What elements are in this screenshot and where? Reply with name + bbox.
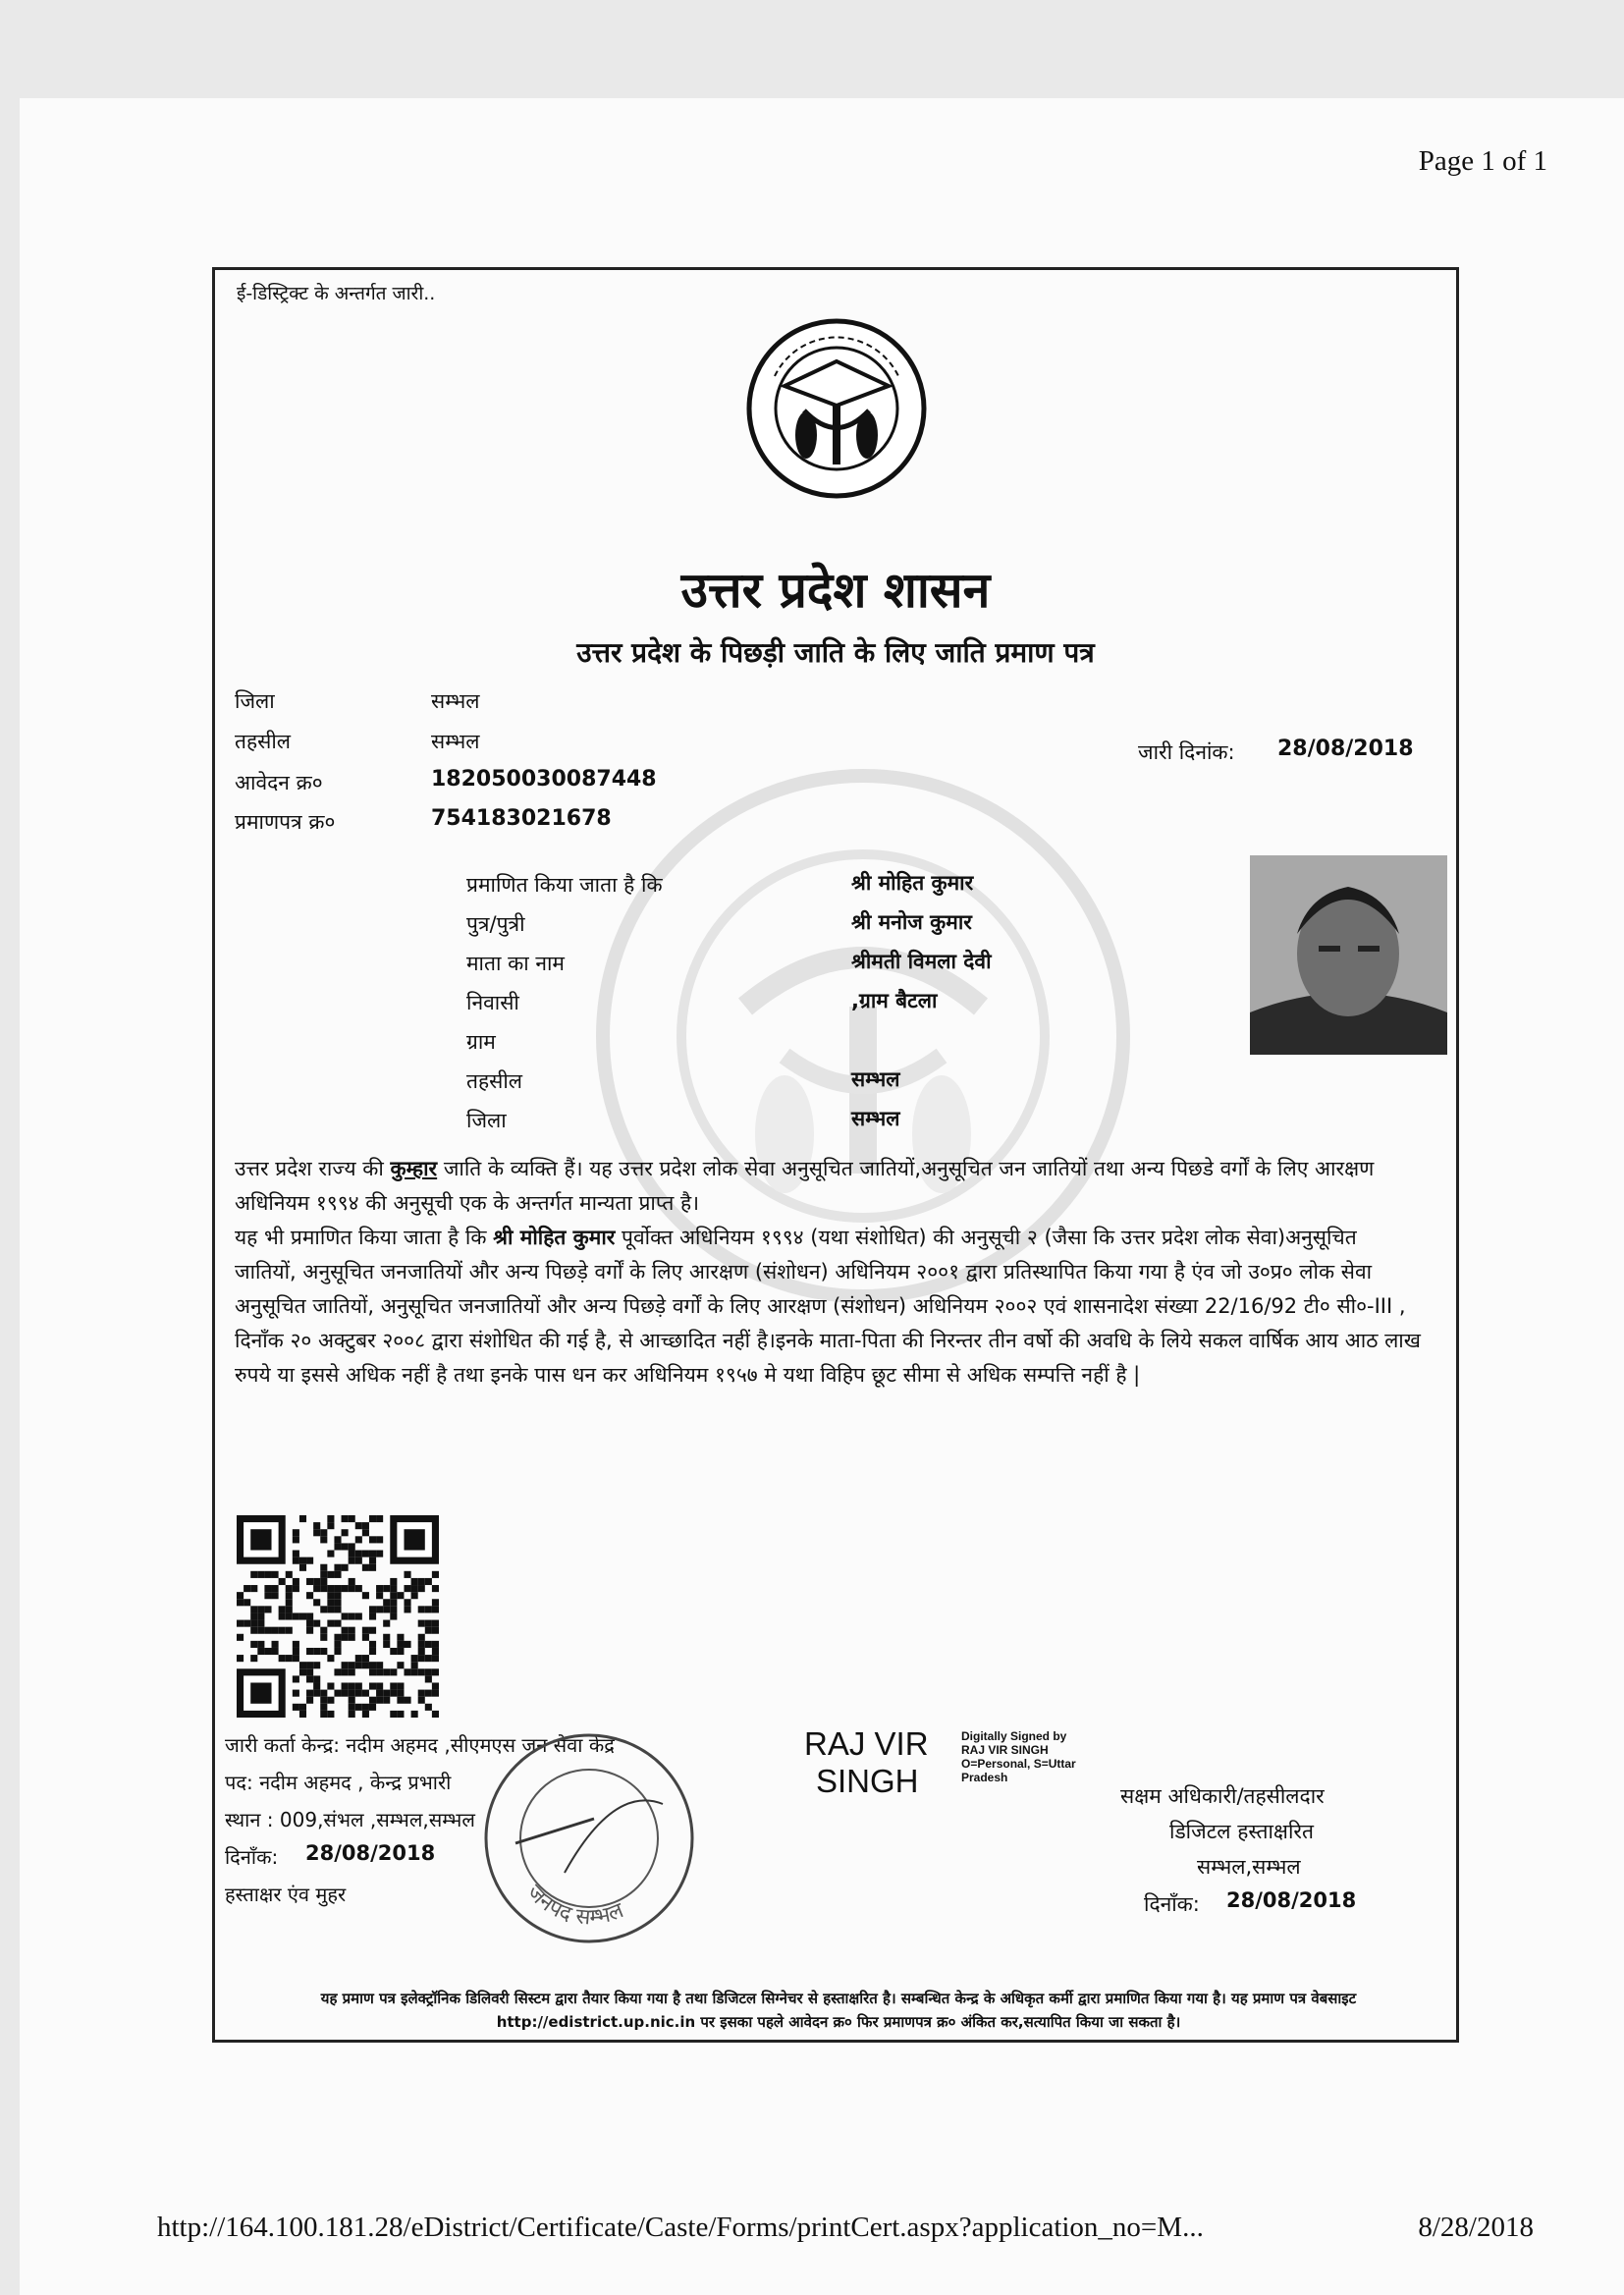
applicant-photo [1250,855,1447,1055]
issuer-post: पद: नदीम अहमद , केन्द्र प्रभारी [225,1771,452,1794]
authority-signed: डिजिटल हस्ताक्षरित [1169,1820,1314,1843]
authority-place: सम्भल,सम्भल [1197,1855,1301,1879]
mother-name: श्रीमती विमला देवी [851,950,992,973]
certificate-frame [212,267,1459,2043]
authority-title: सक्षम अधिकारी/तहसीलदार [1120,1784,1325,1808]
qr-code-icon [237,1515,439,1718]
issue-date-value: 28/08/2018 [1277,737,1414,761]
certified-name: श्री मोहित कुमार [851,871,974,895]
certified-label: प्रमाणित किया जाता है कि [466,873,663,897]
person-tehsil-value: सम्भल [851,1067,900,1091]
village-label: ग्राम [466,1030,496,1054]
issuer-date-label: दिनाँक: [225,1845,279,1869]
certificate-no-value: 754183021678 [431,806,612,831]
footer-note: यह प्रमाण पत्र इलेक्ट्रॉनिक डिलिवरी सिस्टम द्वारा तैयार किया गया है तथा डिजिटल सिग्नेचर से हस्ताक्षरित है। सम्बन्धित केन्द्र के अधिकृत कर्मी द्वारा प्रमाणित किया गया है। यह प्रमाण पत्र वेबसाइट http://edistrict.up.nic.in पर इसका पहले आवेदन क्र० फिर प्रमाणपत्र क्र० अंकित कर,सत्यापित किया जा सकता है। [320,1990,1357,2031]
issued-under-text: ई-डिस्ट्रिक्ट के अन्तर्गत जारी.. [237,283,436,304]
issuer-center: जारी कर्ता केन्द्र: नदीम अहमद ,सीएमएस जन सेवा केंद्र [225,1733,615,1757]
up-government-emblem-icon [745,317,928,500]
tehsil-value: सम्भल [431,730,480,753]
district-label: जिला [235,689,275,713]
digital-signature-name: RAJ VIR SINGH [804,1725,929,1799]
person-district-value: सम्भल [851,1107,900,1130]
application-no-value: 182050030087448 [431,767,657,792]
authority-date-label: दिनाँक: [1144,1892,1200,1916]
government-heading: उत्तर प्रदेश शासन [680,562,991,619]
eligibility-person-name: श्री मोहित कुमार [493,1226,616,1249]
svg-text:जनपद सम्भल: जनपद सम्भल [521,1880,627,1931]
issuer-date-value: 28/08/2018 [305,1841,436,1865]
issuer-signature-label: हस्ताक्षर एंव मुहर [225,1883,347,1906]
round-stamp-icon [476,1725,702,1951]
mother-label: माता का नाम [466,952,565,975]
resident-label: निवासी [466,991,519,1014]
caste-paragraph: उत्तर प्रदेश राज्य की कुम्हार जाति के व्यक्ति हैं। यह उत्तर प्रदेश लोक सेवा अनुसूचित जातियों,अनुसूचित जन जातियों तथा अन्य पिछडे वर्गों के लिए आरक्षण अधिनियम १९९४ की अनुसूची एक के अन्तर्गत मान्यता प्राप्त है। [235,1157,1375,1215]
resident-value: ,ग्राम बैटला [851,989,938,1012]
certificate-title: उत्तर प्रदेश के पिछड़ी जाति के लिए जाति प्रमाण पत्र [576,636,1095,669]
print-date: 8/28/2018 [1418,2212,1534,2243]
district-value: सम्भल [431,689,480,713]
issue-date-label: जारी दिनांक: [1138,740,1235,764]
authority-date-value: 28/08/2018 [1226,1888,1357,1912]
parent-name: श्री मनोज कुमार [851,910,972,934]
page-label: Page 1 of 1 [1418,145,1547,177]
person-district-label: जिला [466,1109,507,1132]
tehsil-label: तहसील [235,730,291,753]
print-url: http://164.100.181.28/eDistrict/Certificate/Caste/Forms/printCert.aspx?application_no=M... [157,2212,1204,2243]
certificate-no-label: प्रमाणपत्र क्र० [235,810,336,834]
eligibility-paragraph: यह भी प्रमाणित किया जाता है कि श्री मोहित कुमार पूर्वोक्त अधिनियम १९९४ (यथा संशोधित) की अनुसूची २ (जैसा कि उत्तर प्रदेश लोक सेवा)अनुसूचित जातियों, अनुसूचित जनजातियों और अन्य पिछड़े वर्गों के लिए आरक्षण (संशोधन) अधिनियम २००१ द्वारा प्रतिस्थापित किया गया है एंव जो उ०प्र० लोक सेवा अनुसूचित जातियों, अनुसूचित जनजातियों और अन्य पिछड़े वर्गों के लिए आरक्षण (संशोधन) अधिनियम २००२ एवं शासनादेश संख्या 22/16/92 टी० सी०-III , दिनाँक २० अक्टुबर २००८ द्वारा संशोधित की गई है, से आच्छादित नहीं है।इनके माता-पिता की निरन्तर तीन वर्षो की अवधि के लिये सकल वार्षिक आय आठ लाख रुपये या इससे अधिक नहीं है तथा इनके पास धन कर अधिनियम १९५७ मे यथा विहिप छूट सीमा से अधिक सम्पत्ति नहीं है | [235,1226,1421,1387]
person-tehsil-label: तहसील [466,1069,522,1093]
parent-label: पुत्र/पुत्री [466,912,525,936]
application-no-label: आवेदन क्र० [235,771,323,794]
digital-signature-details: Digitally Signed by RAJ VIR SINGH O=Personal, S=Uttar Pradesh [961,1729,1076,1784]
issuer-place: स्थान : 009,संभल ,सम्भल,सम्भल [225,1808,475,1831]
caste-name: कुम्हार [390,1157,438,1180]
